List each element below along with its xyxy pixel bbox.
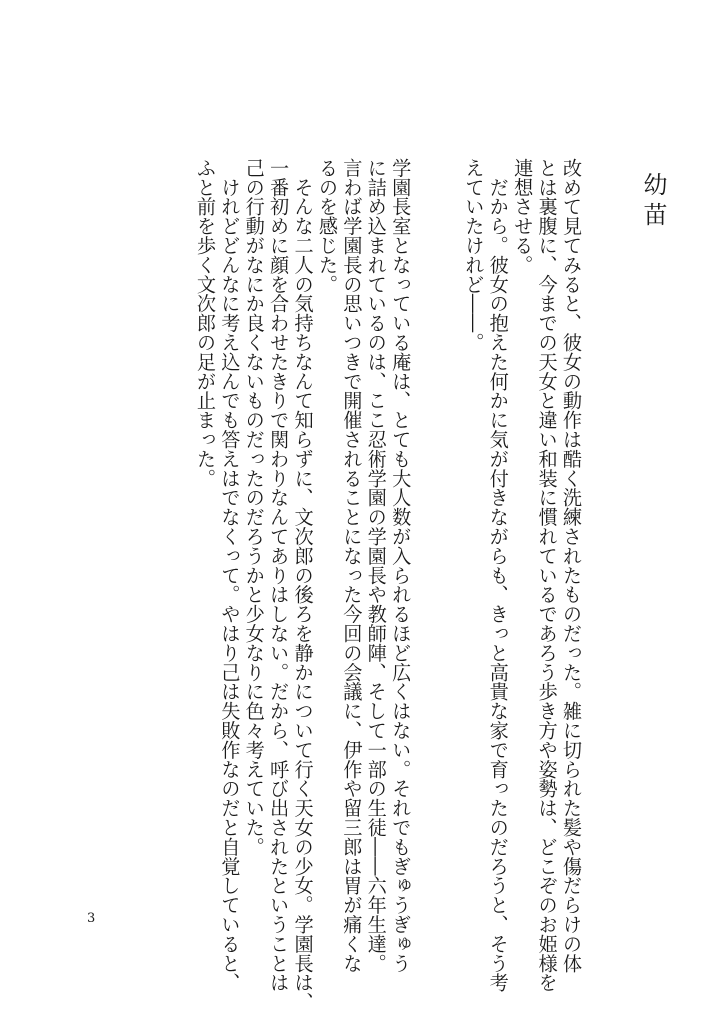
blank-line	[412, 158, 436, 898]
page-number: 3	[87, 911, 96, 926]
text-line: るのを感じた。	[315, 158, 339, 294]
text-line: 学園長室となっている庵は、とても大人数が入られるほど広くはない。それでもぎゅうぎゅう	[389, 158, 413, 973]
chapter-title: 幼苗	[639, 172, 667, 232]
text-line: だから。彼女の抱えた何かに気が付きながらも、きっと高貴な家で育ったのだろうと、そう考	[486, 158, 510, 993]
text-line: ふと前を歩く文次郎の足が止まった。	[193, 158, 217, 488]
text-line: とは裏腹に、今までの天女と違い和装に慣れているであろう歩き方や姿勢は、どこぞのお姫様を	[535, 158, 559, 993]
text-line: 一番初めに顔を合わせたきりで関わりなんてありはしない。だから、呼び出されたということは	[267, 158, 291, 993]
text-line: けれどどんなに考え込んでも答えはでなくって。やはり己は失敗作なのだと自覚していると、	[218, 158, 242, 993]
text-line: に詰め込まれているのは、ここ忍術学園の学園長や教師陣、そして一部の生徒――六年生達。	[364, 158, 388, 973]
text-line: 連想させる。	[511, 158, 535, 275]
blank-line	[437, 158, 461, 898]
text-line: 言わば学園長の思いつきで開催されることになった今回の会議に、伊作や留三郎は胃が痛くな	[340, 158, 364, 973]
text-line: えていたけれど――。	[462, 158, 486, 352]
text-line: そんな二人の気持ちなんて知らずに、文次郎の後ろを静かについて行く天女の少女。学園長は、	[291, 158, 315, 1012]
text-line: 己の行動がなにか良くないものだったのだろうかと少女なりに色々考えていた。	[242, 158, 266, 857]
text-line: 改めて見てみると、彼女の動作は酷く洗練されたものだった。雑に切られた髪や傷だらけの体	[560, 158, 583, 973]
vertical-text-body	[193, 158, 667, 1012]
